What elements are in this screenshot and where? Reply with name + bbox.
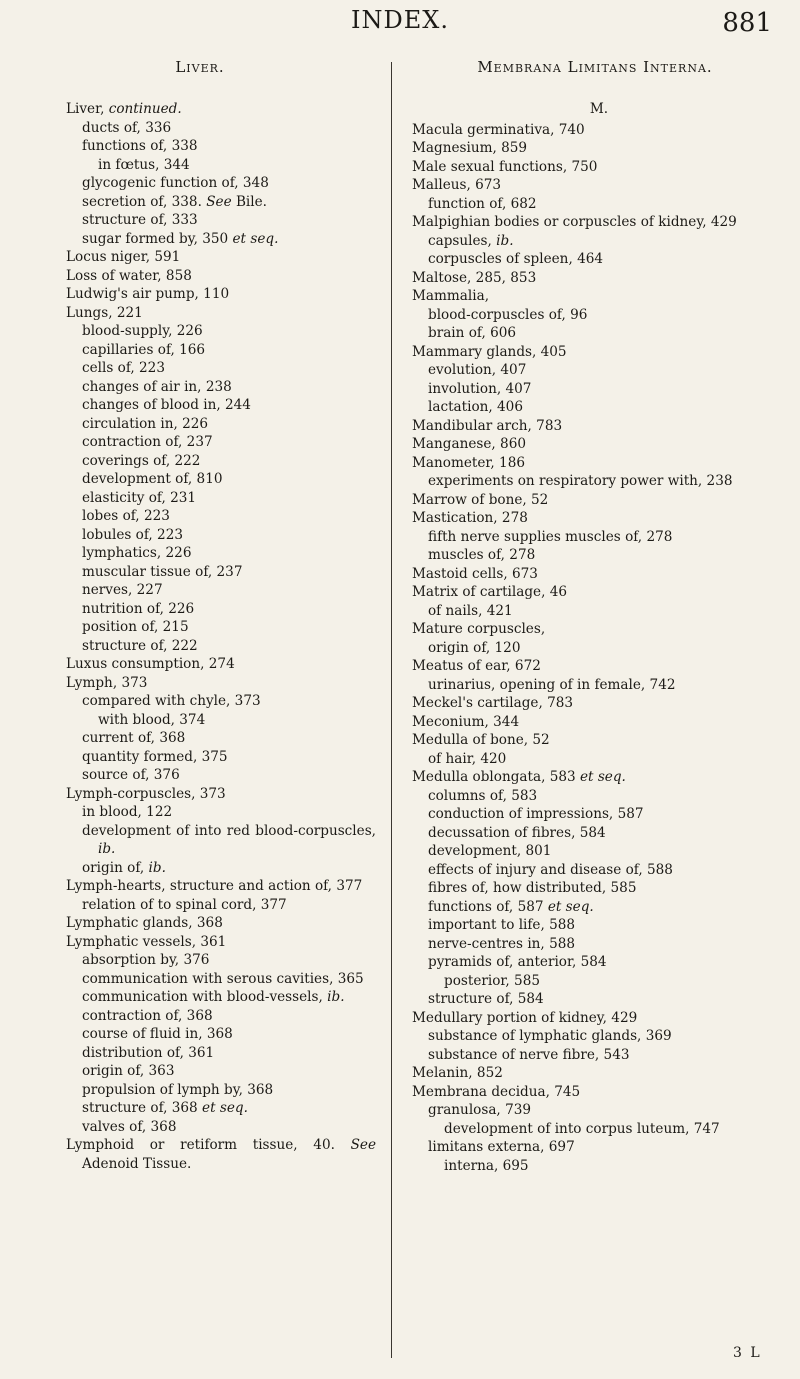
index-entry: Melanin, 852: [412, 1065, 503, 1081]
index-entry: Lymph, 373: [66, 674, 148, 691]
index-entry: ducts of, 336: [82, 119, 172, 136]
index-entry: limitans externa, 697: [428, 1139, 575, 1155]
index-column-left: [66, 100, 376, 1173]
index-entry: lymphatics, 226: [82, 545, 192, 561]
index-entry: corpuscles of spleen, 464: [428, 251, 604, 267]
index-entry: in blood, 122: [82, 804, 173, 820]
index-entry: conduction of impressions, 587: [428, 806, 644, 822]
index-entry: current of, 368: [82, 730, 186, 746]
index-entry: Lymphatic vessels, 361: [66, 933, 227, 950]
index-entry: Manganese, 860: [412, 436, 526, 452]
index-entry: Male sexual functions, 750: [412, 158, 598, 175]
index-entry: lobules of, 223: [82, 526, 183, 543]
index-entry: important to life, 588: [428, 917, 576, 933]
index-entry: valves of, 368: [82, 1118, 177, 1135]
index-entry: granulosa, 739: [428, 1102, 532, 1118]
index-entry: propulsion of lymph by, 368: [82, 1081, 274, 1098]
index-entry: posterior, 585: [444, 972, 540, 989]
index-entry: absorption by, 376: [82, 952, 210, 968]
index-entry: capillaries of, 166: [82, 341, 206, 358]
index-entry: blood-corpuscles of, 96: [428, 306, 588, 323]
index-entry: circulation in, 226: [82, 415, 209, 432]
running-head-left: Liver.: [175, 58, 225, 76]
index-entry: glycogenic function of, 348: [82, 175, 269, 191]
index-entry: Membrana decidua, 745: [412, 1083, 581, 1100]
index-entry: muscles of, 278: [428, 547, 536, 563]
index-entry: Lymphatic glands, 368: [66, 915, 223, 931]
index-entry: development of, 810: [82, 471, 223, 487]
index-entry: secretion of, 338. See Bile.: [82, 193, 267, 210]
index-entry: in fœtus, 344: [98, 156, 190, 173]
index-entry: origin of, ib.: [82, 859, 166, 876]
index-entry: Maltose, 285, 853: [412, 269, 537, 286]
section-letter: M.: [589, 101, 609, 117]
index-entry: Mature corpuscles,: [412, 621, 546, 637]
index-entry: substance of nerve fibre, 543: [428, 1046, 630, 1063]
index-entry: Macula germinativa, 740: [412, 121, 585, 138]
index-entry: compared with chyle, 373: [82, 693, 261, 709]
index-entry: interna, 695: [444, 1157, 529, 1174]
index-entry: elasticity of, 231: [82, 489, 197, 506]
index-entry: origin of, 363: [82, 1063, 175, 1079]
index-entry: Mammalia,: [412, 288, 490, 304]
index-entry: nerves, 227: [82, 582, 163, 598]
index-entry: urinarius, opening of in female, 742: [428, 676, 676, 693]
index-entry: cells of, 223: [82, 360, 165, 376]
index-entry: fifth nerve supplies muscles of, 278: [428, 528, 673, 545]
index-entry: blood-supply, 226: [82, 323, 203, 339]
index-entry: coverings of, 222: [82, 452, 201, 469]
index-entry: Magnesium, 859: [412, 140, 528, 156]
index-entry: Meckel's cartilage, 783: [412, 695, 574, 711]
index-entry: Lymphoid or retiform tissue, 40. See Adenoid Tissue.: [66, 1137, 376, 1172]
index-entry: substance of lymphatic glands, 369: [428, 1028, 672, 1044]
index-entry: Lymph-corpuscles, 373: [66, 785, 226, 802]
index-entry: Medullary portion of kidney, 429: [412, 1009, 638, 1026]
index-entry: Medulla oblongata, 583 et seq.: [412, 769, 626, 785]
index-entry: Ludwig's air pump, 110: [66, 286, 230, 302]
index-entry: position of, 215: [82, 619, 189, 635]
index-entry: of hair, 420: [428, 750, 507, 767]
index-entry: columns of, 583: [428, 787, 538, 804]
index-entry: source of, 376: [82, 767, 180, 783]
index-entry: capsules, ib.: [428, 232, 514, 249]
page-number: 881: [722, 8, 772, 38]
index-entry: communication with serous cavities, 365: [82, 970, 364, 987]
index-entry: experiments on respiratory power with, 238: [428, 473, 733, 489]
index-entry: functions of, 587 et seq.: [428, 898, 594, 915]
index-entry: Malpighian bodies or corpuscles of kidney, 429: [412, 214, 737, 230]
index-entry: relation of to spinal cord, 377: [82, 896, 287, 913]
index-entry: changes of air in, 238: [82, 378, 232, 395]
index-entry: Mandibular arch, 783: [412, 417, 563, 434]
index-entry: Malleus, 673: [412, 177, 502, 193]
index-entry: structure of, 584: [428, 991, 544, 1007]
index-entry: of nails, 421: [428, 602, 513, 619]
index-entry: structure of, 368 et seq.: [82, 1100, 248, 1116]
column-divider: [391, 62, 392, 1358]
index-entry: Manometer, 186: [412, 454, 525, 471]
index-entry: structure of, 222: [82, 637, 198, 654]
index-entry: Mammary glands, 405: [412, 343, 567, 360]
index-entry: involution, 407: [428, 380, 532, 397]
index-entry: Matrix of cartilage, 46: [412, 584, 568, 600]
index-entry: changes of blood in, 244: [82, 397, 251, 413]
index-entry: functions of, 338: [82, 138, 198, 154]
index-entry: course of fluid in, 368: [82, 1026, 233, 1042]
index-entry: contraction of, 368: [82, 1007, 213, 1024]
index-entry: Medulla of bone, 52: [412, 732, 550, 748]
index-entry: development, 801: [428, 843, 552, 859]
index-entry: distribution of, 361: [82, 1044, 215, 1061]
index-entry: decussation of fibres, 584: [428, 824, 606, 841]
index-entry: function of, 682: [428, 195, 537, 212]
index-entry: brain of, 606: [428, 325, 517, 341]
index-entry: sugar formed by, 350 et seq.: [82, 230, 279, 247]
index-entry: quantity formed, 375: [82, 748, 228, 765]
index-entry: lactation, 406: [428, 399, 523, 415]
index-entry: development of into red blood-corpuscles, ib.: [82, 822, 376, 857]
index-entries-right: [412, 121, 786, 1176]
index-entry: contraction of, 237: [82, 434, 213, 450]
index-entry: evolution, 407: [428, 362, 527, 378]
index-entry: structure of, 333: [82, 212, 198, 228]
index-entry: effects of injury and disease of, 588: [428, 861, 673, 878]
index-entry: Marrow of bone, 52: [412, 491, 549, 508]
index-entry: Liver, continued.: [66, 101, 182, 117]
index-entry: muscular tissue of, 237: [82, 563, 243, 580]
index-entry: origin of, 120: [428, 639, 521, 656]
index-entry: fibres of, how distributed, 585: [428, 880, 637, 896]
index-entry: pyramids of, anterior, 584: [428, 954, 607, 970]
signature-mark: 3 L: [733, 1345, 762, 1361]
index-entry: nutrition of, 226: [82, 600, 195, 617]
index-entry: nerve-centres in, 588: [428, 935, 576, 952]
index-entry: development of into corpus luteum, 747: [444, 1120, 720, 1137]
index-entry: Lungs, 221: [66, 304, 143, 321]
index-entry: lobes of, 223: [82, 508, 170, 524]
index-entry: Loss of water, 858: [66, 267, 192, 284]
index-entry: Mastication, 278: [412, 510, 528, 526]
index-entry: with blood, 374: [98, 711, 206, 728]
index-entry: Meatus of ear, 672: [412, 658, 541, 674]
running-head-right: Membrana Limitans Interna.: [477, 58, 713, 76]
index-entry: Mastoid cells, 673: [412, 565, 538, 582]
index-entry: Meconium, 344: [412, 713, 520, 730]
index-header-title: INDEX.: [351, 6, 449, 34]
index-entry: Locus niger, 591: [66, 249, 181, 265]
index-entry: Lymph-hearts, structure and action of, 377: [66, 878, 363, 894]
index-entry: communication with blood-vessels, ib.: [82, 989, 345, 1005]
index-entry: Luxus consumption, 274: [66, 656, 235, 672]
index-column-right: [412, 100, 786, 1175]
